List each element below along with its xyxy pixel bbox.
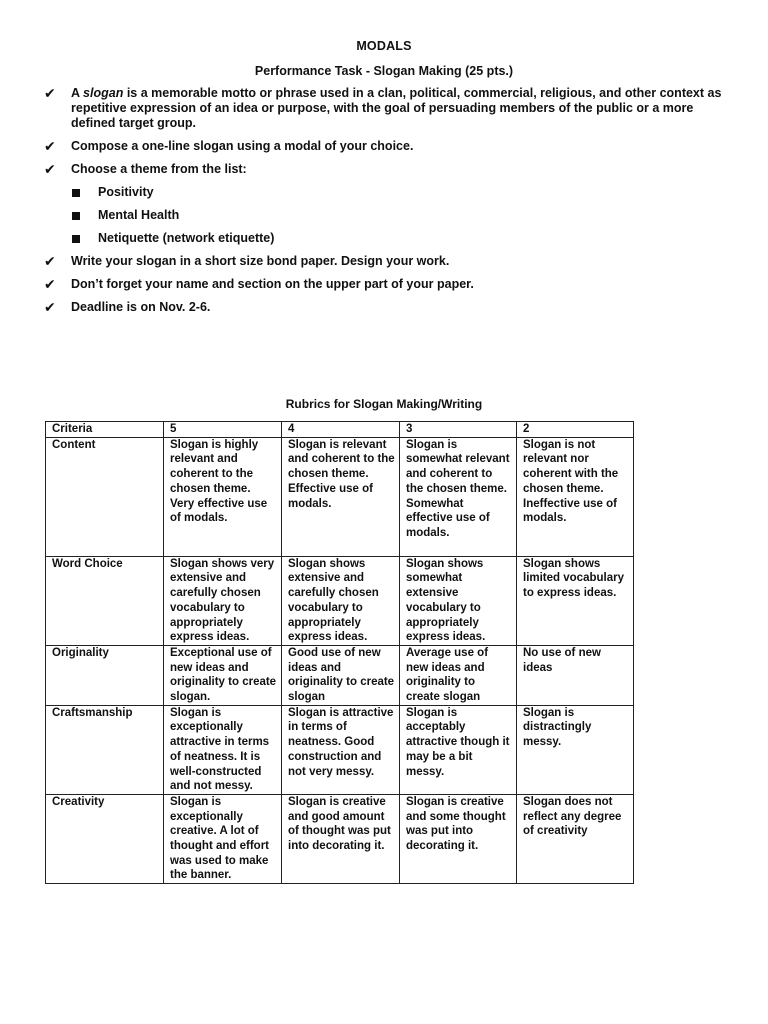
rubric-cell: Slogan is relevant and coherent to the chosen theme. Effective use of modals. — [282, 437, 400, 556]
checkmark-icon: ✔ — [44, 85, 56, 101]
instruction-name-reminder — [44, 277, 724, 292]
header-cell: 4 — [282, 422, 400, 438]
rubric-cell: Slogan shows limited vocabulary to express ideas. — [517, 556, 634, 645]
rubric-title: Rubrics for Slogan Making/Writing — [285, 397, 483, 411]
instruction-compose — [44, 139, 724, 154]
header-cell: 3 — [400, 422, 517, 438]
rubric-header-row — [46, 422, 634, 438]
definition-prefix: A — [71, 86, 84, 100]
rubric-cell: Slogan shows somewhat extensive vocabulary to appropriately express ideas. — [400, 556, 517, 645]
instruction-list — [44, 86, 724, 323]
rubric-cell: Average use of new ideas and originality to create slogan — [400, 645, 517, 705]
criteria-cell: Craftsmanship — [46, 705, 164, 794]
rubric-cell: Slogan is creative and good amount of thought was put into decorating it. — [282, 794, 400, 883]
rubric-cell: Slogan is somewhat relevant and coherent to the chosen theme. Somewhat effective use of modals. — [400, 437, 517, 556]
checkmark-icon: ✔ — [44, 161, 56, 177]
theme-item — [44, 231, 724, 246]
rubric-cell: Slogan is creative and some thought was put into decorating it. — [400, 794, 517, 883]
rubric-cell: Slogan does not reflect any degree of creativity — [517, 794, 634, 883]
instruction-choose-theme — [44, 162, 724, 177]
checkmark-icon: ✔ — [44, 299, 56, 315]
instruction-choose-theme-text: Choose a theme from the list: — [71, 162, 247, 176]
instruction-compose-text: Compose a one-line slogan using a modal of your choice. — [71, 139, 414, 153]
checkmark-icon: ✔ — [44, 138, 56, 154]
rubric-table — [45, 421, 634, 884]
rubric-cell: Slogan is attractive in terms of neatness. Good construction and not very messy. — [282, 705, 400, 794]
square-bullet-icon — [72, 235, 80, 243]
page-subtitle: Performance Task - Slogan Making (25 pts.) — [254, 64, 514, 78]
header-cell: 5 — [164, 422, 282, 438]
square-bullet-icon — [72, 189, 80, 197]
criteria-cell: Word Choice — [46, 556, 164, 645]
table-row — [46, 645, 634, 705]
instruction-name-reminder-text: Don’t forget your name and section on the upper part of your paper. — [71, 277, 474, 291]
instruction-write-text: Write your slogan in a short size bond paper. Design your work. — [71, 254, 450, 268]
rubric-cell: Slogan is highly relevant and coherent to the chosen theme. Very effective use of modals. — [164, 437, 282, 556]
checkmark-icon: ✔ — [44, 276, 56, 292]
rubric-cell: Slogan is distractingly messy. — [517, 705, 634, 794]
instruction-write — [44, 254, 724, 269]
theme-item — [44, 185, 724, 200]
table-row — [46, 794, 634, 883]
instruction-deadline-text: Deadline is on Nov. 2-6. — [71, 300, 211, 314]
rubric-cell: Good use of new ideas and originality to create slogan — [282, 645, 400, 705]
rubric-cell: No use of new ideas — [517, 645, 634, 705]
checkmark-icon: ✔ — [44, 253, 56, 269]
table-row — [46, 705, 634, 794]
rubric-cell: Slogan is exceptionally creative. A lot of thought and effort was used to make the banner. — [164, 794, 282, 883]
page-title: MODALS — [356, 39, 412, 53]
header-cell: Criteria — [46, 422, 164, 438]
instruction-deadline — [44, 300, 724, 315]
theme-label: Positivity — [98, 185, 154, 199]
rubric-cell: Slogan is not relevant nor coherent with the chosen theme. Ineffective use of modals. — [517, 437, 634, 556]
definition-term: slogan — [83, 86, 124, 100]
rubric-cell: Slogan shows extensive and carefully chosen vocabulary to appropriately express ideas. — [282, 556, 400, 645]
criteria-cell: Creativity — [46, 794, 164, 883]
theme-label: Mental Health — [98, 208, 180, 222]
square-bullet-icon — [72, 212, 80, 220]
theme-label: Netiquette (network etiquette) — [98, 231, 275, 245]
instruction-definition — [44, 86, 724, 131]
definition-text: is a memorable motto or phrase used in a clan, political, commercial, religious, and other context as repetitive expression of an idea or purpose, with the goal of persuading members of the public or a more defined target group. — [71, 86, 722, 130]
theme-item — [44, 208, 724, 223]
table-row — [46, 437, 634, 556]
rubric-cell: Exceptional use of new ideas and originality to create slogan. — [164, 645, 282, 705]
criteria-cell: Content — [46, 437, 164, 556]
rubric-cell: Slogan is acceptably attractive though it may be a bit messy. — [400, 705, 517, 794]
header-cell: 2 — [517, 422, 634, 438]
rubric-cell: Slogan shows very extensive and carefully chosen vocabulary to appropriately express ideas. — [164, 556, 282, 645]
table-row — [46, 556, 634, 645]
rubric-cell: Slogan is exceptionally attractive in terms of neatness. It is well-constructed and not messy. — [164, 705, 282, 794]
criteria-cell: Originality — [46, 645, 164, 705]
